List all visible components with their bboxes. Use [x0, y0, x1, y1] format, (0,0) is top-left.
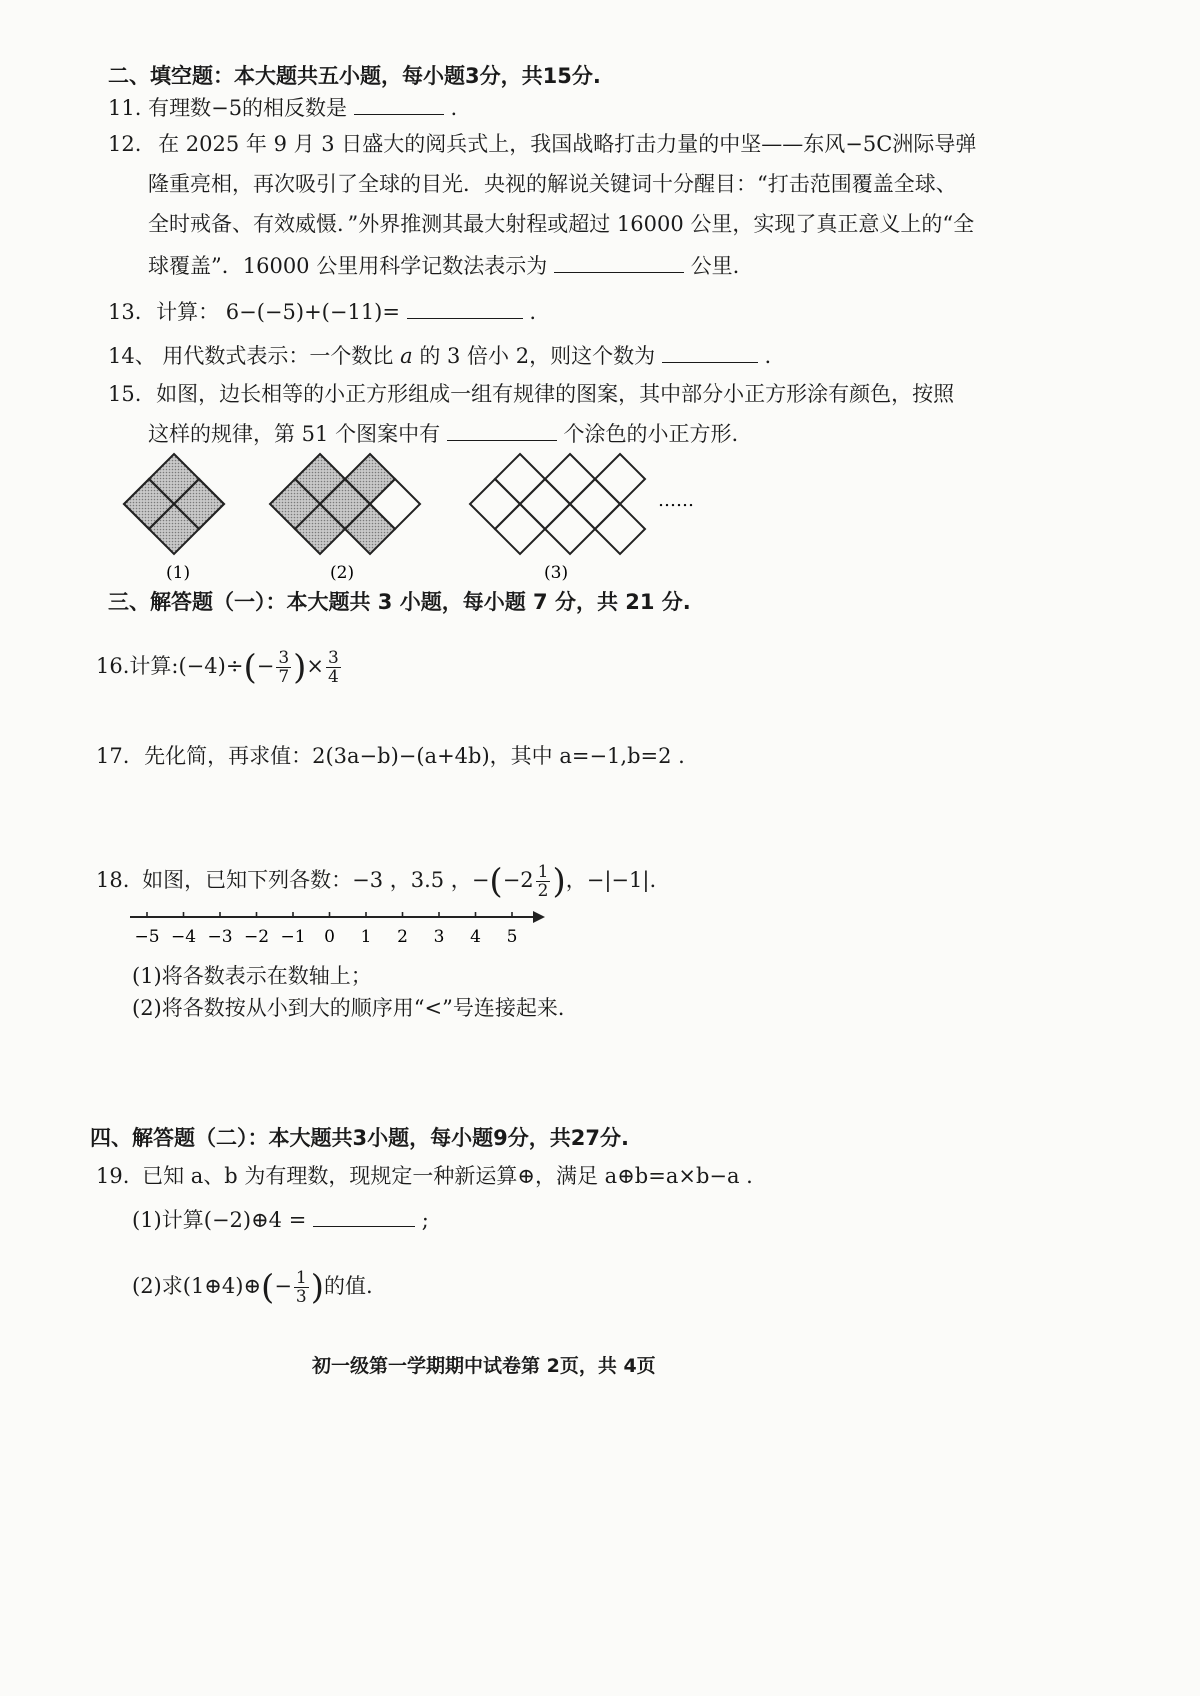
square [520, 479, 570, 529]
question-12-line-1: 12. 在 2025 年 9 月 3 日盛大的阅兵式上，我国战略打击力量的中坚——东风−5C洲际导弹 [108, 132, 977, 156]
number-line-label: −4 [170, 927, 197, 947]
fraction-1-2: $\frac{1}{2}$ [537, 862, 549, 901]
answer-blank-19-1[interactable] [313, 1206, 415, 1227]
answer-blank-12[interactable] [554, 252, 684, 273]
number-line-label: 3 [433, 927, 445, 947]
question-13: 13. 计算： 6−(−5)+(−11)= . [108, 300, 537, 324]
answer-blank-13[interactable] [407, 298, 523, 319]
fraction-3-4: $\frac{3}{4}$ [328, 648, 339, 687]
question-19-part-1: (1)计算(−2)⊕4 = ; [132, 1208, 429, 1232]
number-line-label: −2 [243, 927, 270, 947]
question-16: 16.计算:(−4)÷(− $\frac{3}{7}$ )× $\frac{3}{4}$ [96, 647, 339, 688]
square [470, 479, 520, 529]
section-2-heading: 二、填空题：本大题共五小题，每小题3分，共15分. [108, 64, 601, 88]
question-19: 19. 已知 a、b 为有理数，现规定一种新运算⊕，满足 a⊕b=a×b−a . [96, 1164, 753, 1188]
question-18: 18. 如图，已知下列各数：−3 ，3.5 ，−(−2 $\frac{1}{2}$ )，−|−1|. [96, 861, 657, 902]
question-12-line-3: 全时戒备、有效威慑．”外界推测其最大射程或超过 16000 公里，实现了真正意义上的“全 [148, 212, 975, 236]
arrow-icon [533, 911, 545, 923]
square [595, 504, 645, 554]
page-footer: 初一级第一学期期中试卷第 2页，共 4页 [312, 1355, 656, 1377]
pattern-ellipsis: …… [658, 490, 694, 511]
pattern-figure-1 [124, 454, 224, 554]
question-14: 14、 用代数式表示：一个数比 a 的 3 倍小 2，则这个数为 . [108, 344, 772, 368]
question-17: 17. 先化简，再求值：2(3a−b)−(a+4b)，其中 a=−1,b=2 . [96, 744, 685, 768]
number-line-label: −1 [280, 927, 306, 947]
section-4-heading: 四、解答题（二）：本大题共3小题，每小题9分，共27分. [90, 1126, 629, 1150]
number-line-label: −5 [134, 927, 160, 947]
number-line-label: 2 [397, 927, 408, 947]
number-line [125, 900, 565, 950]
figure-label-1: (1) [166, 563, 191, 583]
figure-label-3: (3) [544, 563, 569, 583]
answer-blank-14[interactable] [662, 342, 758, 363]
number-line-label: 1 [360, 927, 372, 947]
question-15-line-2: 这样的规律，第 51 个图案中有 个涂色的小正方形. [148, 422, 739, 446]
question-12-line-4: 球覆盖”．16000 公里用科学记数法表示为 公里. [148, 254, 740, 278]
square [595, 454, 645, 504]
section-3-heading: 三、解答题（一）：本大题共 3 小题，每小题 7 分，共 21 分. [108, 590, 691, 614]
number-line-label: −3 [207, 927, 233, 947]
question-18-part-1: (1)将各数表示在数轴上； [132, 964, 372, 988]
pattern-figure-2 [270, 454, 420, 554]
pattern-figure-3 [470, 454, 645, 554]
square [495, 504, 545, 554]
number-line-label: 4 [470, 927, 481, 947]
question-19-part-2: (2)求(1⊕4)⊕(− $\frac{1}{3}$ )的值. [132, 1267, 373, 1308]
number-line-label: 5 [506, 927, 518, 947]
question-12-line-2: 隆重亮相，再次吸引了全球的目光．央视的解说关键词十分醒目：“打击范围覆盖全球、 [148, 172, 957, 196]
question-18-part-2: (2)将各数按从小到大的顺序用“<”号连接起来. [132, 996, 565, 1020]
number-line-label: 0 [324, 927, 335, 947]
pattern-figures [120, 450, 740, 590]
square [495, 454, 545, 504]
question-15-line-1: 15. 如图，边长相等的小正方形组成一组有规律的图案，其中部分小正方形涂有颜色，按照 [108, 382, 955, 406]
figure-label-2: (2) [330, 563, 355, 583]
fraction-3-7: $\frac{3}{7}$ [278, 648, 290, 687]
fraction-1-3: $\frac{1}{3}$ [295, 1268, 307, 1307]
question-11: 11. 有理数−5的相反数是 . [108, 96, 458, 120]
square [545, 504, 595, 554]
square [570, 479, 620, 529]
answer-blank-15[interactable] [447, 420, 557, 441]
square [545, 454, 595, 504]
answer-blank-11[interactable] [354, 94, 444, 115]
